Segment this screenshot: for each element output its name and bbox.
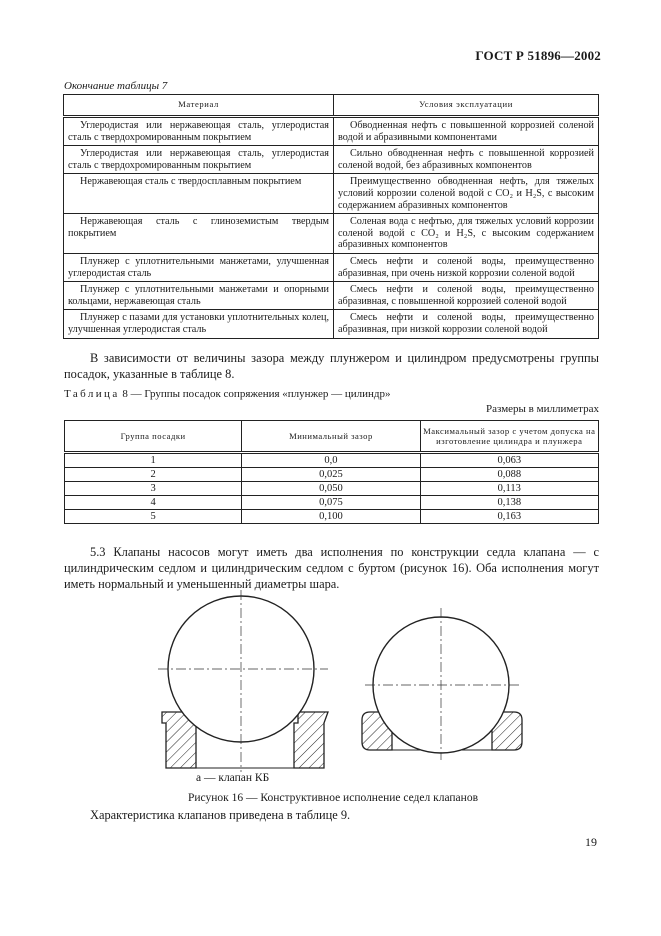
- table-cell: Соленая вода с нефтью, для тяжелых условий коррозии соленой водой с CO₂ и H₂S, с высоким содержанием абразивных компонентов: [334, 214, 599, 254]
- table-cell: Смесь нефти и соленой воды, преимущественно абразивная, при низкой коррозии соленой водой: [334, 310, 599, 338]
- table-cell: Преимущественно обводненная нефть, для тяжелых условий коррозии соленой водой с CO₂ и H₂S, с высоким содержанием абразивных компонентов: [334, 174, 599, 214]
- table-8: [64, 420, 599, 524]
- table-cell: 0,063: [420, 453, 598, 468]
- table-cell: 0,025: [242, 468, 420, 482]
- figure-sublabel: а — клапан КБ: [196, 772, 270, 784]
- figure-16-drawing: [140, 590, 530, 772]
- table-cell: 0,0: [242, 453, 420, 468]
- table-cell: Смесь нефти и соленой воды, преимущественно абразивная, с повышенной коррозией соленой водой: [334, 282, 599, 310]
- table-cell: 5: [65, 510, 242, 524]
- table-row: [64, 282, 599, 310]
- table-cell: 0,088: [420, 468, 598, 482]
- table-cell: 0,138: [420, 496, 598, 510]
- valve-seat-kb-drawing: [158, 590, 328, 772]
- paragraph-groups: В зависимости от величины зазора между плунжером и цилиндром предусмотрены группы посадок, указанные в таблице 8.: [64, 351, 599, 381]
- page-number: 19: [585, 835, 597, 849]
- table7-header-conditions: Условия эксплуатации: [334, 95, 599, 117]
- table-7: [63, 94, 599, 339]
- table-row: [65, 482, 599, 496]
- paragraph-table9-ref: Характеристика клапанов приведена в таблице 9.: [90, 808, 351, 822]
- table-row: [64, 174, 599, 214]
- table-cell: Сильно обводненная нефть с повышенной коррозией соленой водой, без абразивных компонентов: [334, 146, 599, 174]
- table-cell: Плунжер с пазами для установки уплотнительных колец, улучшенная углеродистая сталь: [64, 310, 334, 338]
- figure-caption: Рисунок 16 — Конструктивное исполнение седел клапанов: [188, 792, 478, 804]
- table-row: [64, 310, 599, 338]
- standard-header: ГОСТ Р 51896—2002: [475, 48, 601, 63]
- table-row: [65, 468, 599, 482]
- valve-seat-cylindrical-drawing: [362, 608, 522, 760]
- table8-header-group: Группа посадки: [65, 421, 242, 453]
- table-cell: Нержавеющая сталь с глиноземистым твердым покрытием: [64, 214, 334, 254]
- table-cell: 1: [65, 453, 242, 468]
- table8-units: Размеры в миллиметрах: [486, 403, 599, 415]
- table-row: [64, 146, 599, 174]
- table-cell: Углеродистая или нержавеющая сталь, углеродистая сталь с твердохромированным покрытием: [64, 117, 334, 146]
- table8-header-min: Минимальный зазор: [242, 421, 420, 453]
- table-cell: Углеродистая или нержавеющая сталь, углеродистая сталь с твердохромированным покрытием: [64, 146, 334, 174]
- table-cell: Плунжер с уплотнительными манжетами и опорными кольцами, нержавеющая сталь: [64, 282, 334, 310]
- table-cell: Смесь нефти и соленой воды, преимущественно абразивная, при очень низкой коррозии соленой водой: [334, 253, 599, 281]
- table-cell: 0,100: [242, 510, 420, 524]
- table-cell: 3: [65, 482, 242, 496]
- table-cell: 0,113: [420, 482, 598, 496]
- table-row: [64, 253, 599, 281]
- table-row: [64, 117, 599, 146]
- table7-header-material: Материал: [64, 95, 334, 117]
- table-cell: Плунжер с уплотнительными манжетами, улучшенная углеродистая сталь: [64, 253, 334, 281]
- table7-caption: Окончание таблицы 7: [64, 80, 168, 92]
- table-row: [64, 214, 599, 254]
- table-row: [65, 496, 599, 510]
- table8-caption: Таблица 8 — Группы посадок сопряжения «плунжер — цилиндр»: [64, 388, 391, 400]
- table-row: [65, 453, 599, 468]
- table-cell: 0,050: [242, 482, 420, 496]
- table-cell: 4: [65, 496, 242, 510]
- table-cell: Обводненная нефть с повышенной коррозией соленой водой и абразивными компонентами: [334, 117, 599, 146]
- table-cell: 0,075: [242, 496, 420, 510]
- table8-header-max: Максимальный зазор с учетом допуска на изготовление цилиндра и плунжера: [420, 421, 598, 453]
- table-cell: 2: [65, 468, 242, 482]
- table-cell: 0,163: [420, 510, 598, 524]
- table-row: [65, 510, 599, 524]
- paragraph-5-3: 5.3 Клапаны насосов могут иметь два исполнения по конструкции седла клапана — с цилиндрическим седлом и цилиндрическим седлом с буртом (рисунок 16). Оба исполнения могут иметь нормальный и уменьшенный диаметры шара.: [64, 545, 599, 591]
- table-cell: Нержавеющая сталь с твердосплавным покрытием: [64, 174, 334, 214]
